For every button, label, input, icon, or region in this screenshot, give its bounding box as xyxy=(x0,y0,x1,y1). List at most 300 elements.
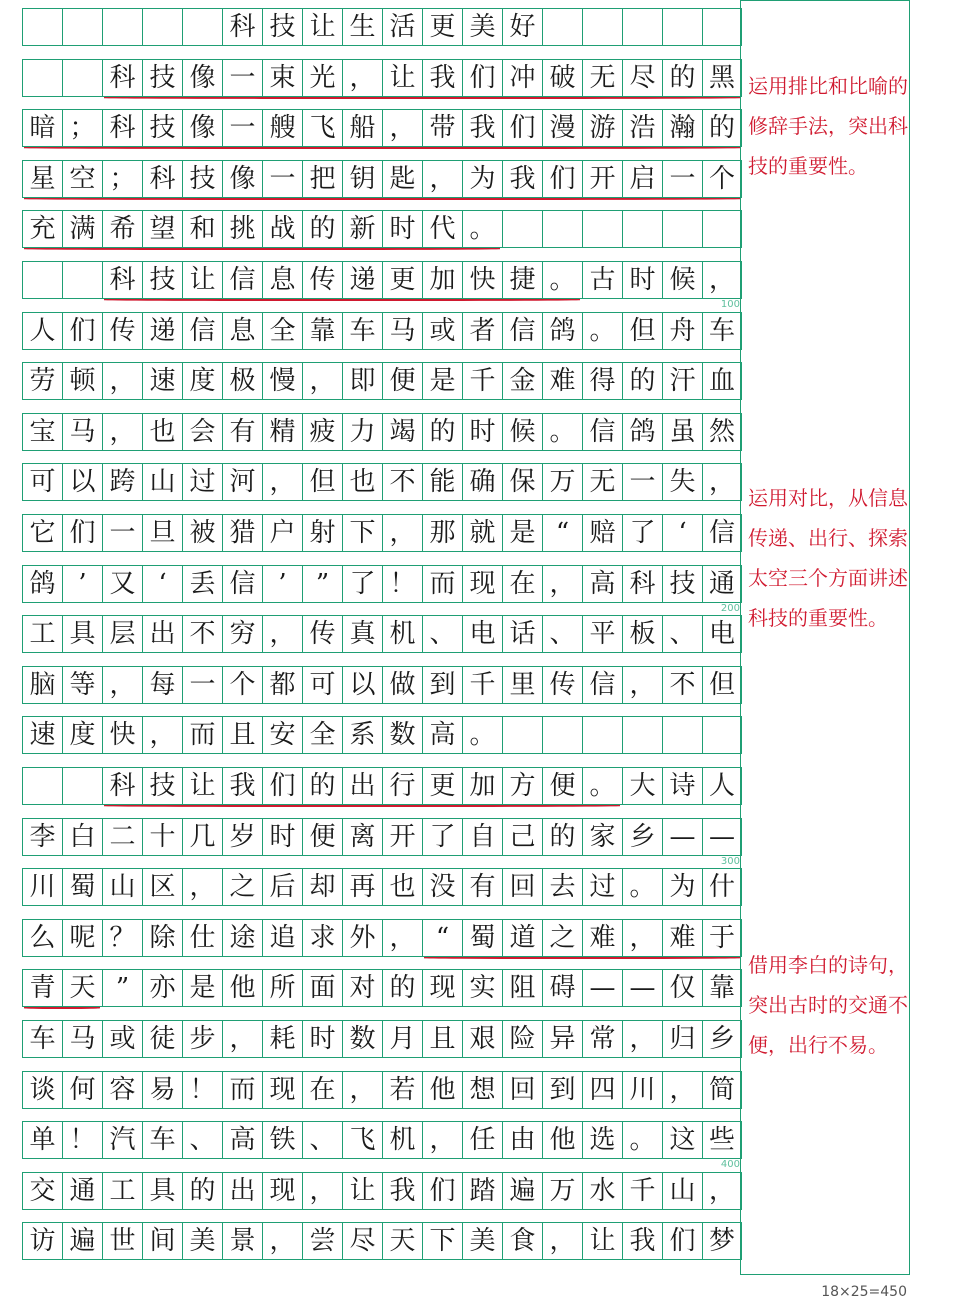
grid-cell: 度 xyxy=(62,716,102,754)
grid-cell: 时 xyxy=(462,413,502,451)
grid-row xyxy=(22,818,742,856)
grid-cell: 千 xyxy=(462,362,502,400)
grid-row xyxy=(22,767,742,805)
grid-cell: 美 xyxy=(462,8,502,46)
grid-cell: 我 xyxy=(622,1222,662,1260)
grid-cell: 出 xyxy=(142,615,182,653)
grid-row xyxy=(22,1121,742,1159)
grid-cell: 把 xyxy=(302,160,342,198)
grid-cell: 代 xyxy=(422,210,462,248)
grid-cell xyxy=(622,716,662,754)
grid-cell: 全 xyxy=(302,716,342,754)
grid-cell: ， xyxy=(422,160,462,198)
grid-cell: 像 xyxy=(182,109,222,147)
grid-cell xyxy=(542,210,582,248)
grid-cell: — xyxy=(622,969,662,1007)
grid-cell: 谈 xyxy=(22,1071,62,1109)
grid-cell xyxy=(102,8,142,46)
grid-cell: 信 xyxy=(582,413,622,451)
grid-cell: 梦 xyxy=(702,1222,742,1260)
grid-cell xyxy=(582,8,622,46)
grid-cell: 光 xyxy=(302,59,342,97)
grid-cell xyxy=(542,8,582,46)
grid-cell: ！ xyxy=(182,1071,222,1109)
grid-cell: 里 xyxy=(502,666,542,704)
grid-cell: 何 xyxy=(62,1071,102,1109)
grid-cell: ， xyxy=(422,1121,462,1159)
grid-cell: 技 xyxy=(182,160,222,198)
grid-cell: 加 xyxy=(422,261,462,299)
grid-cell: 、 xyxy=(662,615,702,653)
grid-cell: 马 xyxy=(382,312,422,350)
underline-mark xyxy=(24,147,740,149)
grid-cell: 了 xyxy=(422,818,462,856)
grid-cell: 车 xyxy=(22,1020,62,1058)
grid-cell: 板 xyxy=(622,615,662,653)
grid-cell: 便 xyxy=(542,767,582,805)
grid-cell: 靠 xyxy=(302,312,342,350)
grid-cell: 世 xyxy=(102,1222,142,1260)
grid-cell: 能 xyxy=(422,463,462,501)
grid-cell: 那 xyxy=(422,514,462,552)
grid-cell: 信 xyxy=(182,312,222,350)
grid-cell xyxy=(622,210,662,248)
grid-cell: 像 xyxy=(182,59,222,97)
grid-cell: 机 xyxy=(382,1121,422,1159)
grid-cell: ， xyxy=(262,463,302,501)
grid-cell: 乡 xyxy=(702,1020,742,1058)
grid-cell: 仅 xyxy=(662,969,702,1007)
grid-cell: 现 xyxy=(422,969,462,1007)
grid-cell: 呢 xyxy=(62,919,102,957)
grid-cell: 但 xyxy=(302,463,342,501)
grid-cell: — xyxy=(582,969,622,1007)
grid-cell: 加 xyxy=(462,767,502,805)
grid-cell: 又 xyxy=(102,565,142,603)
grid-cell: 这 xyxy=(662,1121,702,1159)
grid-cell: 速 xyxy=(142,362,182,400)
grid-cell: 么 xyxy=(22,919,62,957)
grid-cell: 飞 xyxy=(302,109,342,147)
grid-cell: 度 xyxy=(182,362,222,400)
grid-cell: 、 xyxy=(182,1121,222,1159)
grid-cell: 途 xyxy=(222,919,262,957)
grid-cell xyxy=(22,8,62,46)
grid-cell: 们 xyxy=(62,514,102,552)
grid-cell: ！ xyxy=(382,565,422,603)
grid-cell: 有 xyxy=(462,868,502,906)
grid-cell: ‘ xyxy=(142,565,182,603)
grid-cell: 遍 xyxy=(62,1222,102,1260)
grid-cell: 不 xyxy=(662,666,702,704)
grid-cell: ； xyxy=(62,109,102,147)
grid-cell: ， xyxy=(382,514,422,552)
grid-cell xyxy=(542,716,582,754)
grid-cell: 尽 xyxy=(342,1222,382,1260)
grid-row xyxy=(22,868,742,906)
grid-cell: 我 xyxy=(502,160,542,198)
grid-cell: 尽 xyxy=(622,59,662,97)
grid-cell: 鸽 xyxy=(22,565,62,603)
grid-cell: ， xyxy=(102,413,142,451)
grid-cell xyxy=(142,8,182,46)
grid-cell: 的 xyxy=(422,413,462,451)
grid-row xyxy=(22,160,742,198)
grid-cell: 对 xyxy=(342,969,382,1007)
grid-cell: 信 xyxy=(222,261,262,299)
grid-cell xyxy=(22,261,62,299)
grid-cell: 外 xyxy=(342,919,382,957)
grid-cell xyxy=(702,210,742,248)
grid-cell xyxy=(182,8,222,46)
grid-cell: 是 xyxy=(422,362,462,400)
grid-cell: 天 xyxy=(382,1222,422,1260)
grid-cell: ， xyxy=(702,463,742,501)
grid-cell: ， xyxy=(702,1172,742,1210)
grid-cell: 真 xyxy=(342,615,382,653)
grid-cell: 是 xyxy=(502,514,542,552)
underline-mark xyxy=(104,299,580,301)
grid-cell: 一 xyxy=(662,160,702,198)
grid-cell: 也 xyxy=(342,463,382,501)
grid-cell: 追 xyxy=(262,919,302,957)
grid-cell: ？ xyxy=(102,919,142,957)
grid-cell: 的 xyxy=(302,210,342,248)
grid-cell: 跨 xyxy=(102,463,142,501)
grid-cell: 更 xyxy=(422,767,462,805)
grid-row xyxy=(22,514,742,552)
grid-cell: 。 xyxy=(622,868,662,906)
grid-cell: 出 xyxy=(342,767,382,805)
grid-row xyxy=(22,1020,742,1058)
grid-cell: 四 xyxy=(582,1071,622,1109)
grid-cell: 异 xyxy=(542,1020,582,1058)
grid-row xyxy=(22,109,742,147)
grid-cell: 食 xyxy=(502,1222,542,1260)
grid-cell: 若 xyxy=(382,1071,422,1109)
grid-cell: 和 xyxy=(182,210,222,248)
grid-cell: 步 xyxy=(182,1020,222,1058)
grid-cell: 具 xyxy=(62,615,102,653)
grid-cell: 交 xyxy=(22,1172,62,1210)
grid-cell: 无 xyxy=(582,463,622,501)
grid-cell: 一 xyxy=(262,160,302,198)
grid-cell: 他 xyxy=(542,1121,582,1159)
grid-cell: 尝 xyxy=(302,1222,342,1260)
grid-cell: 的 xyxy=(662,59,702,97)
grid-cell: 河 xyxy=(222,463,262,501)
grid-cell: 人 xyxy=(702,767,742,805)
grid-cell: 以 xyxy=(342,666,382,704)
grid-cell: 战 xyxy=(262,210,302,248)
grid-cell: 车 xyxy=(342,312,382,350)
grid-cell: 的 xyxy=(182,1172,222,1210)
grid-cell: 马 xyxy=(62,413,102,451)
grid-cell: 数 xyxy=(342,1020,382,1058)
grid-cell: 递 xyxy=(142,312,182,350)
grid-cell: ， xyxy=(302,1172,342,1210)
grid-cell: 都 xyxy=(262,666,302,704)
grid-cell: 。 xyxy=(582,312,622,350)
grid-cell: 不 xyxy=(382,463,422,501)
grid-cell: 面 xyxy=(302,969,342,1007)
grid-cell: 船 xyxy=(342,109,382,147)
grid-cell: 血 xyxy=(702,362,742,400)
grid-cell: 安 xyxy=(262,716,302,754)
grid-cell: 被 xyxy=(182,514,222,552)
grid-cell: 等 xyxy=(62,666,102,704)
grid-cell: 行 xyxy=(382,767,422,805)
grid-cell: 难 xyxy=(582,919,622,957)
grid-cell: 或 xyxy=(422,312,462,350)
grid-cell: 们 xyxy=(462,59,502,97)
grid-cell: 们 xyxy=(62,312,102,350)
grid-cell: 再 xyxy=(342,868,382,906)
grid-cell: 川 xyxy=(622,1071,662,1109)
grid-cell: 让 xyxy=(182,767,222,805)
grid-cell: 、 xyxy=(542,615,582,653)
grid-cell: ， xyxy=(182,868,222,906)
grid-cell: — xyxy=(702,818,742,856)
grid-cell: 破 xyxy=(542,59,582,97)
grid-cell: 。 xyxy=(542,413,582,451)
grid-cell: ” xyxy=(302,565,342,603)
grid-cell: 后 xyxy=(262,868,302,906)
grid-cell: 的 xyxy=(542,818,582,856)
grid-cell: 回 xyxy=(502,868,542,906)
grid-cell: 层 xyxy=(102,615,142,653)
grid-cell: 竭 xyxy=(382,413,422,451)
grid-cell: 信 xyxy=(222,565,262,603)
grid-cell: 除 xyxy=(142,919,182,957)
grid-cell xyxy=(702,8,742,46)
grid-cell: 亦 xyxy=(142,969,182,1007)
grid-cell: 且 xyxy=(222,716,262,754)
grid-cell: 难 xyxy=(662,919,702,957)
underline-mark xyxy=(424,957,740,959)
grid-cell: 信 xyxy=(702,514,742,552)
grid-cell: 话 xyxy=(502,615,542,653)
grid-cell: 徒 xyxy=(142,1020,182,1058)
grid-cell: 且 xyxy=(422,1020,462,1058)
grid-cell: 现 xyxy=(462,565,502,603)
grid-cell: 机 xyxy=(382,615,422,653)
grid-cell: 宝 xyxy=(22,413,62,451)
grid-cell: 工 xyxy=(102,1172,142,1210)
grid-cell: 浩 xyxy=(622,109,662,147)
grid-cell: 而 xyxy=(222,1071,262,1109)
grid-cell: 车 xyxy=(702,312,742,350)
grid-cell: 黑 xyxy=(702,59,742,97)
grid-cell: 一 xyxy=(182,666,222,704)
grid-cell xyxy=(62,8,102,46)
word-counter: 300 xyxy=(720,855,740,867)
grid-cell: 在 xyxy=(302,1071,342,1109)
grid-cell: 常 xyxy=(582,1020,622,1058)
grid-cell: 川 xyxy=(22,868,62,906)
grid-cell: 可 xyxy=(22,463,62,501)
grid-row xyxy=(22,666,742,704)
grid-cell: 访 xyxy=(22,1222,62,1260)
grid-cell: 高 xyxy=(422,716,462,754)
grid-cell: 快 xyxy=(462,261,502,299)
grid-cell: 飞 xyxy=(342,1121,382,1159)
grid-cell: “ xyxy=(542,514,582,552)
grid-cell: 自 xyxy=(462,818,502,856)
grid-cell: 铁 xyxy=(262,1121,302,1159)
grid-cell: 力 xyxy=(342,413,382,451)
grid-cell: 匙 xyxy=(382,160,422,198)
grid-cell: 高 xyxy=(582,565,622,603)
grid-cell: 遍 xyxy=(502,1172,542,1210)
grid-cell: 者 xyxy=(462,312,502,350)
grid-cell: 万 xyxy=(542,463,582,501)
grid-cell: 科 xyxy=(102,109,142,147)
grid-cell: 蜀 xyxy=(462,919,502,957)
grid-cell: 科 xyxy=(622,565,662,603)
grid-cell: 马 xyxy=(62,1020,102,1058)
grid-cell: 不 xyxy=(182,615,222,653)
grid-cell: 个 xyxy=(222,666,262,704)
grid-cell: 艘 xyxy=(262,109,302,147)
grid-cell: ， xyxy=(142,716,182,754)
grid-cell: 景 xyxy=(222,1222,262,1260)
grid-cell: 易 xyxy=(142,1071,182,1109)
grid-cell: 失 xyxy=(662,463,702,501)
grid-cell: 让 xyxy=(382,59,422,97)
grid-cell: 新 xyxy=(342,210,382,248)
grid-cell: 丢 xyxy=(182,565,222,603)
grid-cell: 。 xyxy=(622,1121,662,1159)
grid-cell: 暗 xyxy=(22,109,62,147)
grid-cell: 鸽 xyxy=(542,312,582,350)
grid-cell: 在 xyxy=(502,565,542,603)
grid-cell: 而 xyxy=(182,716,222,754)
grid-cell: ， xyxy=(302,362,342,400)
grid-cell: 每 xyxy=(142,666,182,704)
grid-cell: 游 xyxy=(582,109,622,147)
grid-cell: 于 xyxy=(702,919,742,957)
grid-cell: 劳 xyxy=(22,362,62,400)
grid-cell: 千 xyxy=(622,1172,662,1210)
grid-row xyxy=(22,615,742,653)
grid-cell: 电 xyxy=(702,615,742,653)
grid-cell: 它 xyxy=(22,514,62,552)
grid-cell: 、 xyxy=(422,615,462,653)
grid-cell: 做 xyxy=(382,666,422,704)
grid-cell: 我 xyxy=(382,1172,422,1210)
grid-cell: 天 xyxy=(62,969,102,1007)
grid-cell: 们 xyxy=(662,1222,702,1260)
word-counter: 100 xyxy=(720,299,740,310)
grid-cell: 系 xyxy=(342,716,382,754)
grid-cell: 时 xyxy=(622,261,662,299)
grid-row xyxy=(22,1222,742,1260)
grid-cell: 十 xyxy=(142,818,182,856)
grid-cell: 诗 xyxy=(662,767,702,805)
grid-cell: ， xyxy=(222,1020,262,1058)
grid-cell: 白 xyxy=(62,818,102,856)
grid-cell: 技 xyxy=(142,109,182,147)
grid-cell: 万 xyxy=(542,1172,582,1210)
grid-row xyxy=(22,362,742,400)
grid-cell: 活 xyxy=(382,8,422,46)
grid-cell: 更 xyxy=(382,261,422,299)
grid-cell xyxy=(62,767,102,805)
grid-cell: 金 xyxy=(502,362,542,400)
grid-cell: 递 xyxy=(342,261,382,299)
grid-row xyxy=(22,716,742,754)
grid-row xyxy=(22,312,742,350)
grid-cell: 我 xyxy=(462,109,502,147)
grid-cell: ， xyxy=(342,59,382,97)
grid-cell: 快 xyxy=(102,716,142,754)
manuscript-grid xyxy=(22,0,742,1275)
grid-cell: 们 xyxy=(422,1172,462,1210)
grid-cell: 或 xyxy=(102,1020,142,1058)
grid-cell: 们 xyxy=(262,767,302,805)
grid-cell: 险 xyxy=(502,1020,542,1058)
grid-cell: 的 xyxy=(382,969,422,1007)
grid-cell: 瀚 xyxy=(662,109,702,147)
grid-cell: 、 xyxy=(302,1121,342,1159)
grid-size-label: 18×25=450 xyxy=(821,1284,907,1300)
grid-cell: 让 xyxy=(342,1172,382,1210)
grid-cell: 启 xyxy=(622,160,662,198)
grid-cell: 李 xyxy=(22,818,62,856)
grid-cell: 技 xyxy=(662,565,702,603)
grid-cell: 。 xyxy=(582,767,622,805)
grid-cell: 虽 xyxy=(662,413,702,451)
grid-cell: ， xyxy=(542,1222,582,1260)
grid-cell: 水 xyxy=(582,1172,622,1210)
grid-cell: 束 xyxy=(262,59,302,97)
grid-cell: 一 xyxy=(222,59,262,97)
grid-cell: 靠 xyxy=(702,969,742,1007)
grid-row xyxy=(22,1172,742,1210)
grid-cell: 车 xyxy=(142,1121,182,1159)
grid-cell: 由 xyxy=(502,1121,542,1159)
grid-cell: 但 xyxy=(622,312,662,350)
grid-cell: ， xyxy=(702,261,742,299)
grid-cell: ； xyxy=(102,160,142,198)
grid-cell: 星 xyxy=(22,160,62,198)
grid-cell: 然 xyxy=(702,413,742,451)
grid-cell: 己 xyxy=(502,818,542,856)
grid-cell: 过 xyxy=(182,463,222,501)
grid-cell: ， xyxy=(262,1222,302,1260)
grid-cell: 个 xyxy=(702,160,742,198)
grid-cell: 工 xyxy=(22,615,62,653)
grid-cell: 蜀 xyxy=(62,868,102,906)
grid-cell: 满 xyxy=(62,210,102,248)
grid-cell: 了 xyxy=(342,565,382,603)
grid-cell: 极 xyxy=(222,362,262,400)
grid-cell: 疲 xyxy=(302,413,342,451)
grid-cell: 没 xyxy=(422,868,462,906)
grid-cell: 望 xyxy=(142,210,182,248)
grid-cell: 科 xyxy=(102,59,142,97)
grid-cell: 开 xyxy=(382,818,422,856)
grid-cell: 舟 xyxy=(662,312,702,350)
grid-cell: 离 xyxy=(342,818,382,856)
grid-cell: 希 xyxy=(102,210,142,248)
grid-cell: ” xyxy=(102,969,142,1007)
word-counter: 400 xyxy=(720,1159,740,1171)
grid-cell: ， xyxy=(662,1071,702,1109)
grid-cell: 也 xyxy=(142,413,182,451)
grid-cell: 通 xyxy=(62,1172,102,1210)
